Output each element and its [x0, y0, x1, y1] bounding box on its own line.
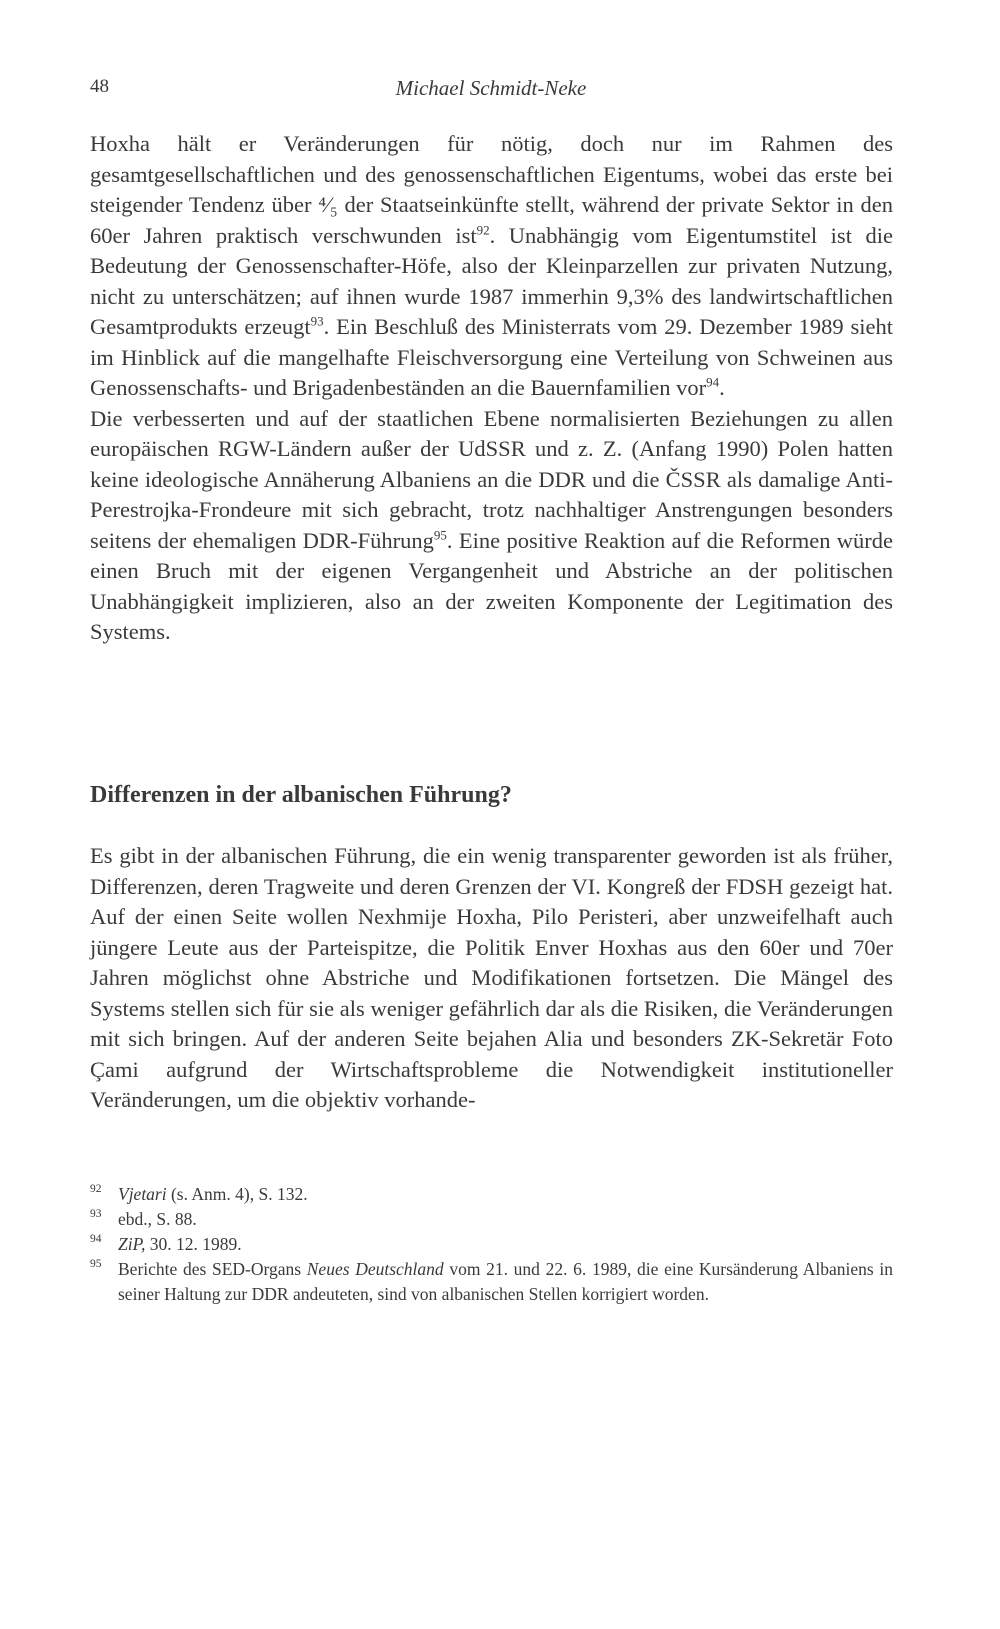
footnote-text: Berichte des SED-Organs	[118, 1259, 307, 1279]
paragraph-3: Es gibt in der albanischen Führung, die ein wenig transparenter geworden ist als früher, Differenzen, deren Tragweite und deren Grenzen der VI. Kongreß der FDSH gezeigt hat. Auf der einen Seite wollen Nexhmije Hoxha, Pilo Peristeri, aber unzweifelhaft auch jüngere Leute aus der Parteispitze, die Politik Enver Hoxhas aus den 60er und 70er Jahren möglichst ohne Abstriche und Modifikationen fortsetzen. Die Mängel des Systems stellen sich für sie als weniger gefährlich dar als die Risiken, die Veränderungen mit sich bringen. Auf der anderen Seite bejahen Alia und besonders ZK-Sekretär Foto Çami aufgrund der Wirtschaftsprobleme die Notwendigkeit institutioneller Veränderungen, um die objektiv vorhande-	[90, 843, 893, 1112]
footnote-93	[90, 1207, 893, 1232]
footnote-text: vom 21. und 22. 6. 1989, die eine Kursänderung Albaniens in seiner Haltung zur DDR andeuteten, sind von albanischen Stellen korrigiert worden.	[118, 1259, 893, 1304]
footnote-ref-92: 92	[476, 222, 490, 237]
footnotes	[90, 1182, 893, 1307]
footnote-number: 93	[90, 1208, 102, 1220]
footnote-94	[90, 1232, 893, 1257]
footnote-92	[90, 1182, 893, 1207]
page-number: 48	[90, 76, 109, 97]
footnote-number: 94	[90, 1233, 102, 1245]
footnote-text: ebd., S. 88.	[118, 1209, 197, 1229]
footnote-number: 95	[90, 1258, 102, 1270]
section-heading: Differenzen in der albanischen Führung?	[90, 782, 512, 808]
footnote-number: 92	[90, 1183, 102, 1195]
footnote-ref-93: 93	[310, 313, 324, 329]
footnote-source: Vjetari	[118, 1184, 167, 1204]
paragraph-1	[90, 129, 893, 404]
footnote-text: 30. 12. 1989.	[145, 1234, 242, 1254]
paragraph-2-text: Die verbesserten und auf der staatlichen Ebene normalisierten Beziehungen zu allen europäischen RGW-Ländern außer der UdSSR und z. Z. (Anfang 1990) Polen hatten keine ideologische Annäherung Albaniens an die DDR und die ČSSR als damalige Anti-Perestrojka-Frondeure mit sich gebracht, trotz nachhaltiger Anstrengungen besonders seitens der ehemaligen DDR-Führung	[90, 405, 893, 553]
paragraph-1-text: . Unabhängig vom Eigentumstitel ist die Bedeutung der Genossenschafter-Höfe, also der Kleinparzellen zur privaten Nutzung, nicht zu unterschätzen; auf ihnen wurde 1987 immerhin 9,3% des landwirtschaftlichen Gesamtprodukts erzeugt	[90, 222, 893, 339]
paragraph-1-text: .	[719, 375, 725, 400]
footnote-95	[90, 1257, 893, 1307]
footnote-source: Neues Deutschland	[306, 1259, 444, 1279]
paragraph-1-text: Hoxha hält er Veränderungen für nötig, doch nur im Rahmen des gesamtgesellschaftlichen und des genossenschaftlichen Eigentums, wobei das erste bei steigender Tendenz über ⁴⁄₅ der Staatseinkünfte stellt, während der private Sektor in den 60er Jahren praktisch verschwunden ist	[90, 131, 893, 248]
body-text-bottom	[90, 841, 893, 1116]
running-title: Michael Schmidt-Neke	[395, 76, 587, 100]
paragraph-1-text: . Ein Beschluß des Ministerrats vom 29. Dezember 1989 sieht im Hinblick auf die mangelhafte Fleischversorgung eine Verteilung von Schweinen aus Genossenschafts- und Brigadenbeständen an die Bauernfamilien vor	[90, 314, 893, 400]
running-head	[90, 76, 892, 106]
footnote-text: (s. Anm. 4), S. 132.	[166, 1184, 308, 1204]
footnote-source: ZiP,	[118, 1234, 146, 1254]
paragraph-2	[90, 404, 893, 648]
paragraph-2-text: . Eine positive Reaktion auf die Reformen würde einen Bruch mit der eigenen Vergangenheit und Abstriche an der politischen Unabhängigkeit implizieren, also an der zweiten Komponente der Legitimation des Systems.	[90, 527, 893, 644]
body-text-top	[90, 129, 893, 648]
footnote-ref-95: 95	[433, 527, 447, 542]
footnote-ref-94: 94	[706, 374, 720, 390]
